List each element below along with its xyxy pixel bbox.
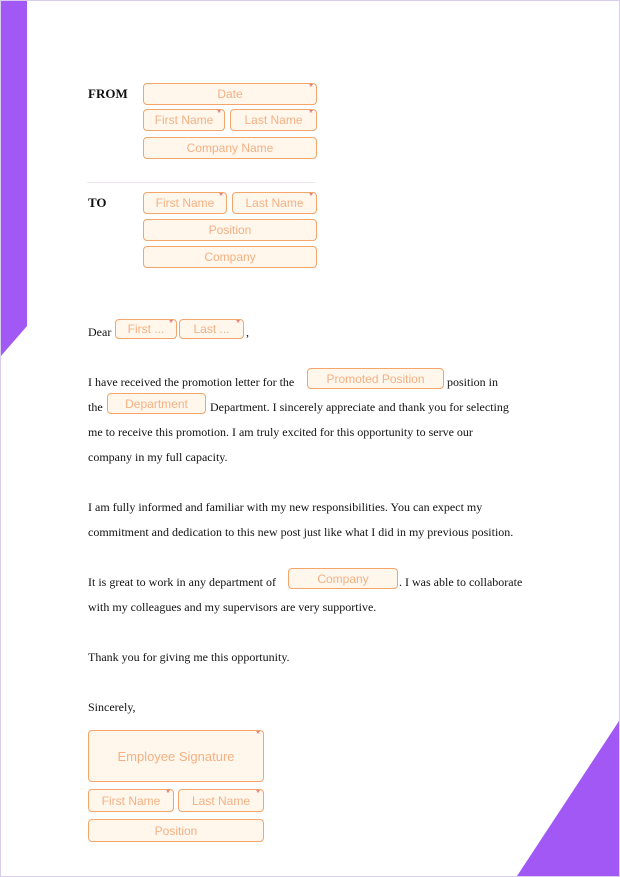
from-company-name-field[interactable]: Company Name — [143, 137, 317, 159]
section-divider — [87, 182, 315, 183]
dear-comma: , — [246, 325, 249, 339]
signature-first-name-field[interactable]: First Name * — [88, 789, 174, 812]
para1-line1-start: I have received the promotion letter for the — [88, 375, 295, 389]
left-accent-shape — [1, 1, 27, 356]
para3-line1-start: It is great to work in any department of — [88, 575, 276, 589]
para4-text: Thank you for giving me this opportunity. — [88, 650, 290, 664]
para1-line3: me to receive this promotion. I am truly excited for this opportunity to serve our — [88, 425, 473, 439]
from-label: FROM — [88, 86, 128, 101]
from-date-field[interactable]: Date * — [143, 83, 317, 105]
para3-line2: with my colleagues and my supervisors are very supportive. — [88, 600, 377, 614]
to-company-field[interactable]: Company — [143, 246, 317, 268]
closing-text: Sincerely, — [88, 700, 136, 714]
dear-last-name-field[interactable]: Last ... * — [179, 319, 244, 339]
to-label: TO — [88, 195, 107, 210]
company-field[interactable]: Company — [288, 568, 398, 589]
para2-line1: I am fully informed and familiar with my new responsibilities. You can expect my — [88, 500, 483, 514]
para1-line1-end: position in — [447, 375, 499, 389]
from-first-name-field[interactable]: First Name * — [143, 109, 225, 131]
dear-text: Dear — [88, 325, 112, 339]
signature-last-name-field[interactable]: Last Name * — [178, 789, 264, 812]
para1-line4: company in my full capacity. — [88, 450, 228, 464]
para1-line2-start: the — [88, 400, 103, 414]
dear-first-name-field[interactable]: First ... * — [115, 319, 177, 339]
para3-line1-end: . I was able to collaborate — [399, 575, 523, 589]
signature-position-field[interactable]: Position — [88, 819, 264, 842]
to-position-field[interactable]: Position — [143, 219, 317, 241]
employee-signature-field[interactable]: Employee Signature * — [88, 730, 264, 782]
promoted-position-field[interactable]: Promoted Position — [307, 368, 444, 389]
to-last-name-field[interactable]: Last Name * — [232, 192, 317, 214]
from-last-name-field[interactable]: Last Name * — [230, 109, 317, 131]
para2-line2: commitment and dedication to this new post just like what I did in my previous position. — [88, 525, 514, 539]
department-field[interactable]: Department — [107, 393, 206, 414]
para1-line2-end: Department. I sincerely appreciate and thank you for selecting — [210, 400, 509, 414]
to-first-name-field[interactable]: First Name * — [143, 192, 227, 214]
right-accent-shape — [517, 721, 619, 876]
